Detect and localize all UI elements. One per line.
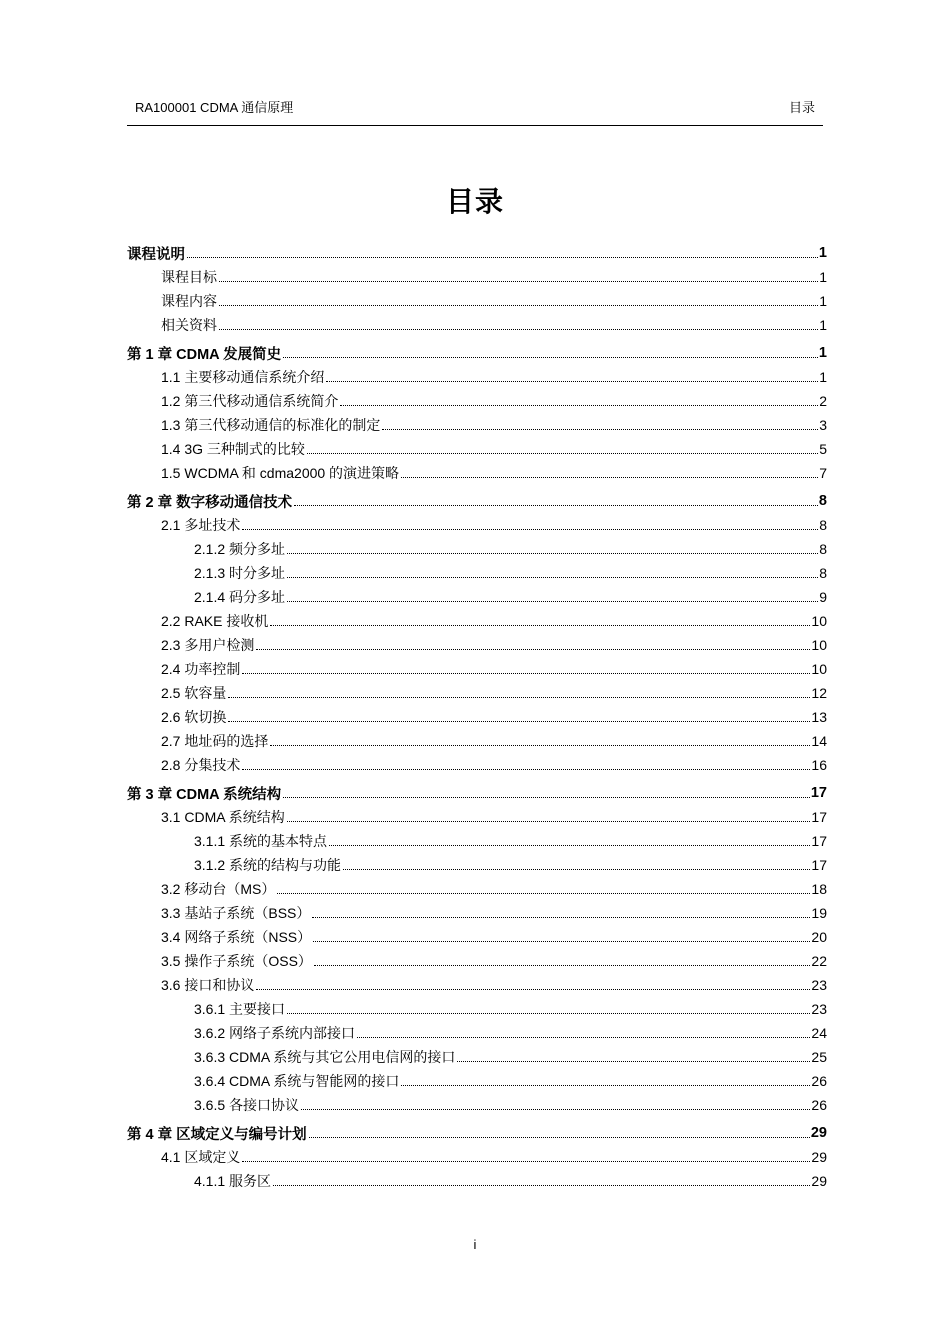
toc-entry-page: 1 [819,317,827,333]
toc-entry-title: 2.3 多用户检测 [161,637,255,653]
toc-entry-page: 9 [819,589,827,605]
toc-leader-dots [228,709,810,722]
toc-entry-page: 10 [811,661,827,677]
toc-entry[interactable] [127,997,827,1021]
toc-entry-page: 23 [811,1001,827,1017]
toc-entry-title: 2.4 功率控制 [161,661,241,677]
toc-leader-dots [326,369,818,382]
toc-entry-page: 19 [811,905,827,921]
toc-entry-title: 2.1.4 码分多址 [194,589,286,605]
toc-entry-title: 1.1 主要移动通信系统介绍 [161,369,325,385]
toc-entry[interactable] [127,1145,827,1169]
toc-entry[interactable] [127,877,827,901]
toc-leader-dots [270,733,810,746]
toc-leader-dots [270,613,810,626]
toc-leader-dots [313,929,810,942]
toc-leader-dots [309,1125,810,1138]
toc-leader-dots [228,685,810,698]
toc-leader-dots [294,493,818,506]
toc-entry[interactable] [127,513,827,537]
toc-entry-page: 3 [819,417,827,433]
toc-entry[interactable] [127,413,827,437]
toc-entry[interactable] [127,753,827,777]
toc-entry[interactable] [127,1045,827,1069]
toc-entry[interactable] [127,461,827,485]
toc-entry-title: 3.6 接口和协议 [161,977,255,993]
toc-leader-dots [401,1073,810,1086]
toc-entry[interactable] [127,265,827,289]
toc-entry[interactable] [127,633,827,657]
toc-entry[interactable] [127,901,827,925]
page-title: 目录 [445,186,504,217]
toc-entry-page: 26 [811,1073,827,1089]
toc-entry-page: 14 [811,733,827,749]
toc-entry-page: 29 [810,1125,827,1141]
toc-entry-title: 3.1.2 系统的结构与功能 [194,857,342,873]
toc-entry-page: 17 [811,833,827,849]
toc-leader-dots [287,809,811,822]
toc-entry[interactable] [127,561,827,585]
toc-entry[interactable] [127,241,827,265]
toc-entry-title: 第 2 章 数字移动通信技术 [127,494,293,511]
toc-leader-dots [273,1173,810,1186]
toc-entry-page: 1 [819,269,827,285]
toc-entry-page: 13 [811,709,827,725]
toc-entry[interactable] [127,829,827,853]
toc-entry-title: 3.5 操作子系统（OSS） [161,953,312,969]
toc-entry-title: 课程内容 [161,293,217,309]
toc-entry-title: 2.1.3 时分多址 [194,565,286,581]
toc-entry-page: 1 [819,369,827,385]
toc-entry-title: 3.4 网络子系统（NSS） [161,929,312,945]
toc-entry-page: 10 [811,613,827,629]
table-of-contents [127,241,827,1193]
toc-entry-page: 17 [811,857,827,873]
toc-entry[interactable] [127,949,827,973]
toc-entry[interactable] [127,437,827,461]
toc-leader-dots [287,565,818,578]
toc-leader-dots [242,517,818,530]
toc-entry-title: 3.6.2 网络子系统内部接口 [194,1025,356,1041]
toc-entry-title: 第 4 章 区域定义与编号计划 [127,1126,307,1143]
toc-entry-page: 8 [819,565,827,581]
toc-entry-page: 1 [819,293,827,309]
toc-entry-title: 课程目标 [161,269,217,285]
toc-entry-title: 2.5 软容量 [161,685,227,701]
toc-leader-dots [287,589,818,602]
toc-entry[interactable] [127,1169,827,1193]
toc-leader-dots [340,393,818,406]
toc-leader-dots [187,245,818,258]
toc-entry-title: 2.6 软切换 [161,709,227,725]
toc-entry-page: 29 [811,1149,827,1165]
toc-entry-page: 25 [811,1049,827,1065]
toc-entry-title: 3.6.5 各接口协议 [194,1097,300,1113]
toc-entry[interactable] [127,289,827,313]
toc-entry[interactable] [127,657,827,681]
toc-entry-title: 3.1 CDMA 系统结构 [161,809,285,825]
toc-entry-page: 16 [811,757,827,773]
toc-entry-title: 3.6.3 CDMA 系统与其它公用电信网的接口 [194,1049,456,1065]
toc-entry-page: 5 [819,441,827,457]
toc-entry-title: 1.2 第三代移动通信系统简介 [161,393,339,409]
toc-entry-title: 2.1.2 频分多址 [194,541,286,557]
toc-entry[interactable] [127,341,827,365]
toc-entry[interactable] [127,781,827,805]
toc-entry-page: 17 [811,809,827,825]
toc-entry-title: 2.7 地址码的选择 [161,733,269,749]
toc-entry[interactable] [127,729,827,753]
toc-entry[interactable] [127,681,827,705]
toc-entry-title: 3.2 移动台（MS） [161,881,276,897]
toc-entry[interactable] [127,389,827,413]
toc-entry-title: 相关资料 [161,317,217,333]
toc-entry[interactable] [127,1021,827,1045]
toc-entry-page: 22 [811,953,827,969]
toc-leader-dots [219,293,818,306]
toc-leader-dots [301,1097,810,1110]
header-course-title: RA100001 CDMA 通信原理 [135,100,294,115]
toc-entry-page: 20 [811,929,827,945]
toc-entry-title: 4.1 区域定义 [161,1149,241,1165]
toc-entry-page: 29 [811,1173,827,1189]
toc-entry-title: 1.5 WCDMA 和 cdma2000 的演进策略 [161,465,400,481]
page-number: i [473,1237,477,1252]
toc-leader-dots [307,441,818,454]
toc-entry[interactable] [127,1121,827,1145]
toc-entry-title: 4.1.1 服务区 [194,1173,272,1189]
page-header [127,95,823,126]
toc-entry[interactable] [127,1069,827,1093]
toc-leader-dots [219,317,818,330]
toc-entry-page: 10 [811,637,827,653]
toc-entry-page: 26 [811,1097,827,1113]
toc-entry-title: 第 3 章 CDMA 系统结构 [127,786,282,803]
header-section-name: 目录 [788,100,815,115]
toc-entry-title: 1.4 3G 三种制式的比较 [161,441,305,457]
toc-leader-dots [287,541,818,554]
toc-leader-dots [312,905,810,918]
toc-leader-dots [343,857,810,870]
toc-entry-title: 2.1 多址技术 [161,517,241,533]
toc-leader-dots [382,417,818,430]
toc-leader-dots [329,833,810,846]
toc-leader-dots [283,345,818,358]
toc-entry[interactable] [127,973,827,997]
toc-entry[interactable] [127,705,827,729]
toc-entry[interactable] [127,537,827,561]
toc-entry-title: 3.6.1 主要接口 [194,1001,286,1017]
toc-entry-page: 12 [811,685,827,701]
toc-entry[interactable] [127,365,827,389]
toc-entry-title: 第 1 章 CDMA 发展简史 [127,346,282,363]
toc-entry-title: 课程说明 [127,246,185,263]
toc-leader-dots [287,1001,810,1014]
toc-leader-dots [457,1049,810,1062]
toc-entry[interactable] [127,489,827,513]
toc-entry[interactable] [127,853,827,877]
toc-entry[interactable] [127,585,827,609]
toc-entry-page: 18 [811,881,827,897]
toc-entry-page: 17 [810,785,827,801]
toc-leader-dots [283,785,810,798]
toc-entry-page: 8 [819,517,827,533]
toc-leader-dots [219,269,818,282]
toc-entry[interactable] [127,1093,827,1117]
toc-entry-page: 8 [819,541,827,557]
toc-entry[interactable] [127,313,827,337]
toc-leader-dots [242,661,810,674]
toc-leader-dots [277,881,810,894]
toc-entry-page: 24 [811,1025,827,1041]
toc-leader-dots [256,637,810,650]
toc-entry-page: 8 [818,493,827,509]
toc-leader-dots [242,757,810,770]
toc-leader-dots [242,1149,810,1162]
toc-entry[interactable] [127,609,827,633]
toc-leader-dots [357,1025,810,1038]
toc-entry-page: 7 [819,465,827,481]
toc-entry-title: 3.3 基站子系统（BSS） [161,905,311,921]
toc-leader-dots [401,465,818,478]
toc-entry[interactable] [127,805,827,829]
toc-entry-title: 1.3 第三代移动通信的标准化的制定 [161,417,381,433]
toc-entry-page: 1 [818,345,827,361]
toc-entry-page: 1 [818,245,827,261]
toc-entry-title: 3.1.1 系统的基本特点 [194,833,328,849]
toc-entry-title: 2.8 分集技术 [161,757,241,773]
toc-leader-dots [256,977,810,990]
toc-entry-title: 2.2 RAKE 接收机 [161,613,269,629]
toc-entry[interactable] [127,925,827,949]
toc-entry-page: 23 [811,977,827,993]
toc-entry-page: 2 [819,393,827,409]
toc-leader-dots [314,953,811,966]
toc-entry-title: 3.6.4 CDMA 系统与智能网的接口 [194,1073,400,1089]
